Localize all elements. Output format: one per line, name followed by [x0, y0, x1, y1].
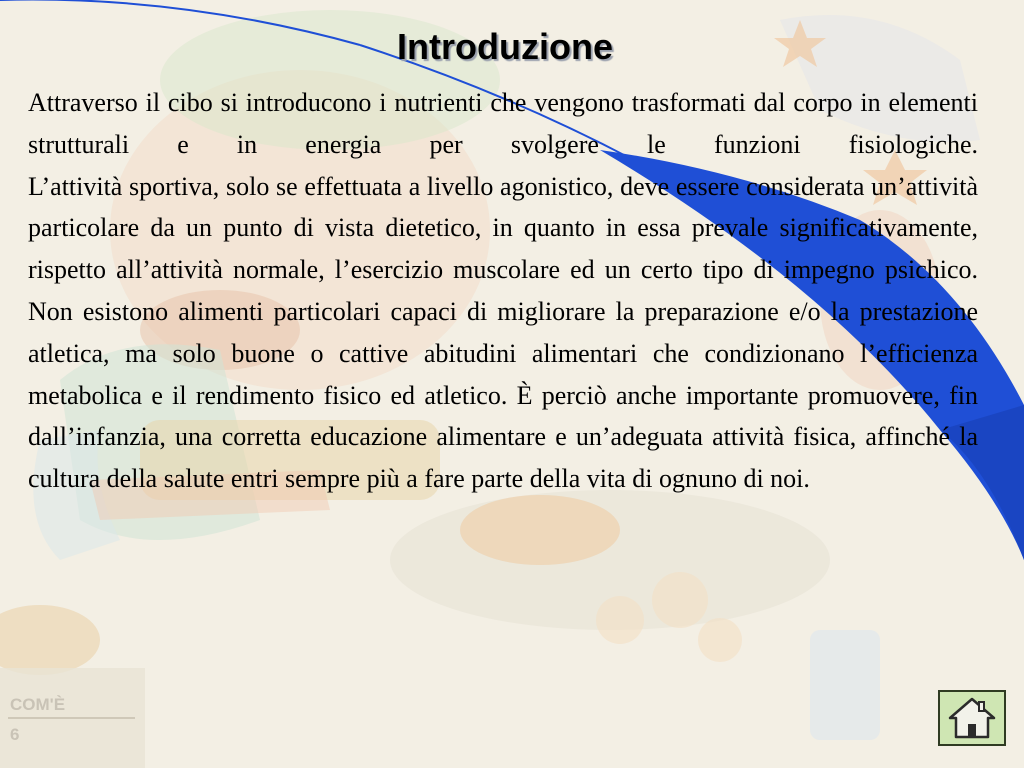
side-label-number: 6: [10, 725, 20, 744]
slide-body: [28, 82, 978, 500]
slide-title: Introduzione: [397, 26, 613, 67]
body-paragraph-intro: Attraverso il cibo si introducono i nutrienti che vengono trasformati dal corpo in elementi strutturali e in energia per svolgere le funzioni fisiologiche.: [28, 88, 978, 159]
home-button[interactable]: [938, 690, 1006, 746]
side-label: [10, 690, 65, 750]
body-paragraph-sport: L’attività sportiva, solo se effettuata a livello agonistico, deve essere considerata un’attività particolare da un punto di vista dietetico, in quanto in essa prevale significativamente, rispetto all’attività normale, l’esercizio muscolare ed un certo tipo di impegno psichico. Non esistono alimenti particolari capaci di migliorare la preparazione e/o la prestazione atletica, ma solo buone o cattive abitudini alimentari che condizionano l’efficienza metabolica e il rendimento fisico ed atletico. È perciò anche importante promuovere, fin dall’infanzia, una corretta educazione alimentare e un’adeguata attività fisica, affinché la cultura della salute entri sempre più a fare parte della vita di ognuno di noi.: [28, 171, 978, 494]
home-icon: [948, 696, 996, 740]
side-label-text: COM'È: [10, 695, 66, 714]
